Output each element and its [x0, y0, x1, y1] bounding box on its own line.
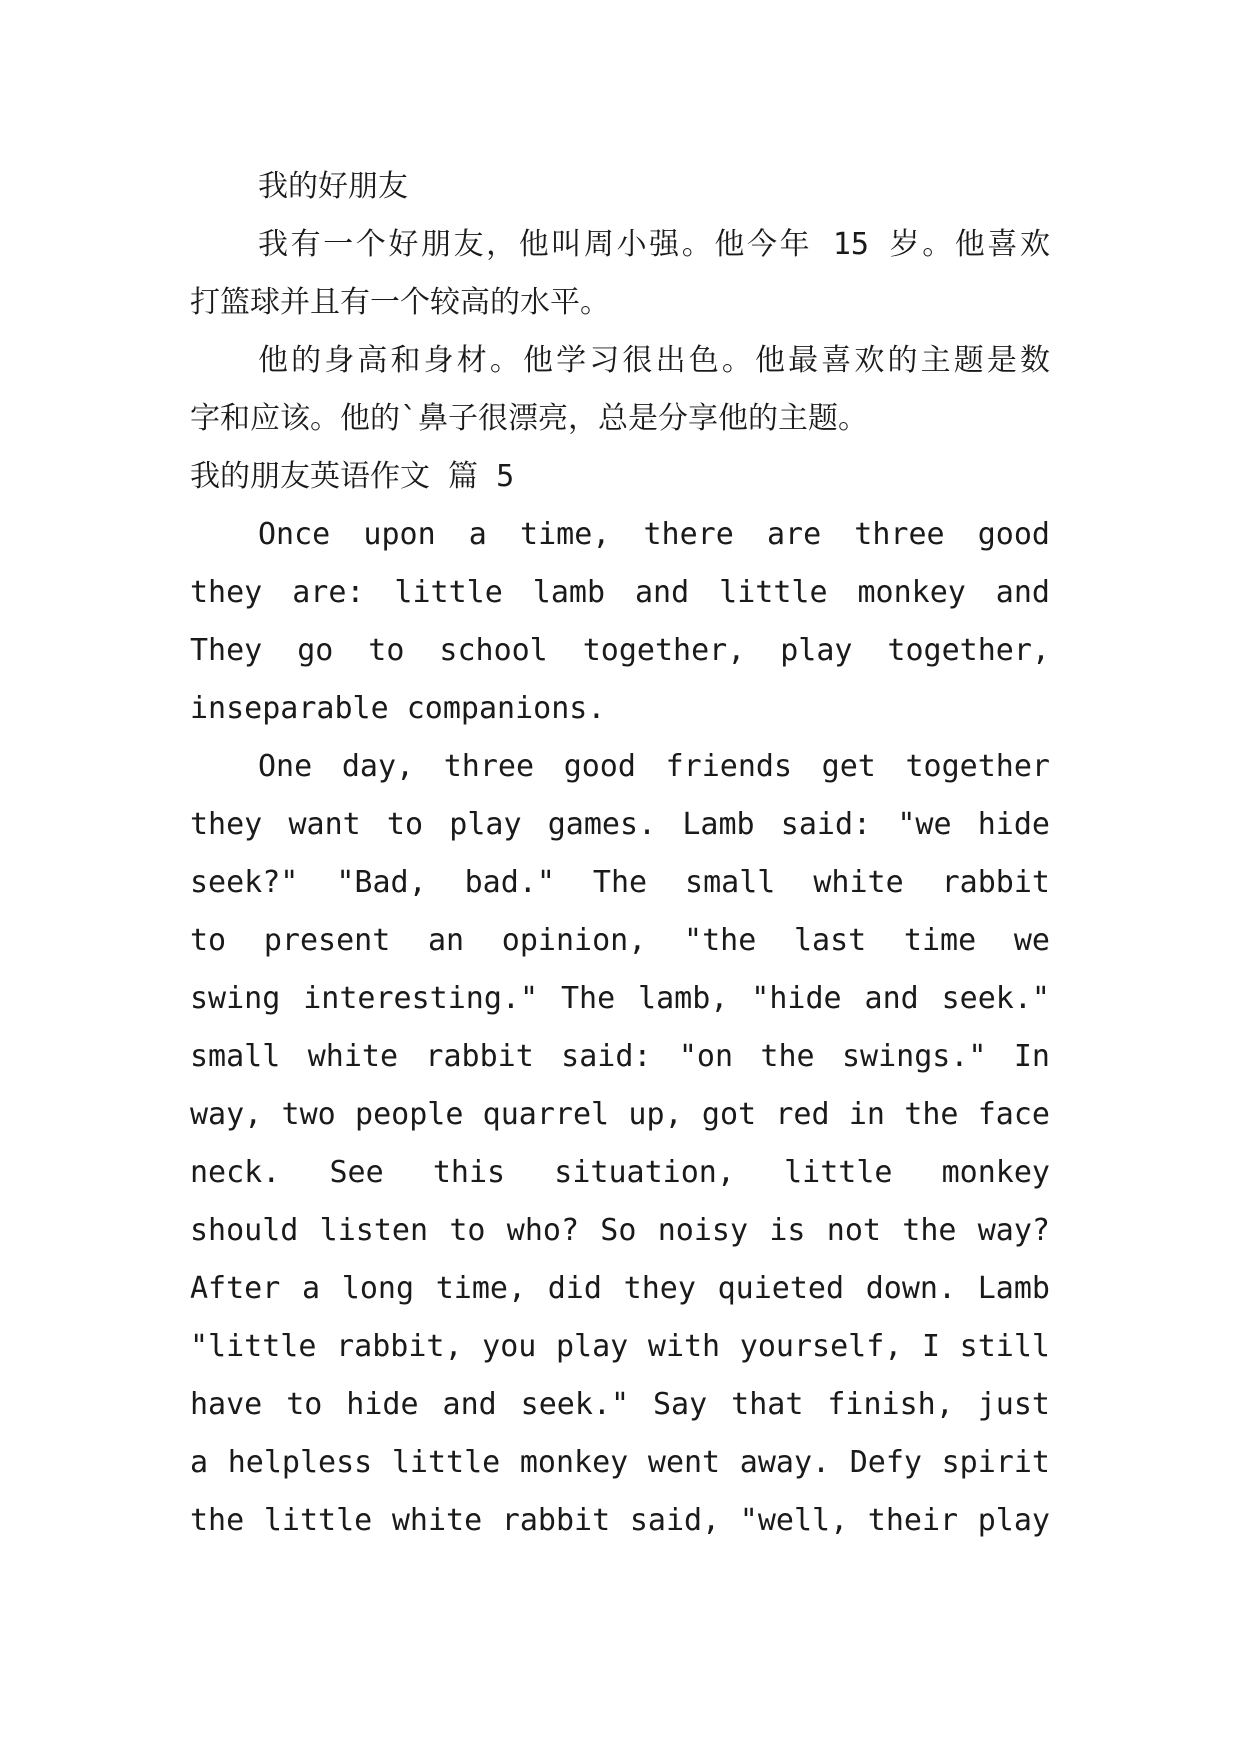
text-line: 打篮球并且有一个较高的水平。	[190, 285, 610, 320]
text-line: should listen to who? So noisy is not the way?	[190, 1213, 1050, 1248]
text-line: swing interesting." The lamb, "hide and seek."	[190, 981, 1050, 1016]
text-line: they are: little lamb and little monkey and	[190, 575, 1050, 610]
text-line: to present an opinion, "the last time we	[190, 923, 1050, 958]
text-line: One day, three good friends get together	[258, 749, 1050, 784]
text-line: have to hide and seek." Say that finish, just	[190, 1387, 1050, 1422]
text-line: neck. See this situation, little monkey	[190, 1155, 1050, 1190]
paragraph-heading-my-good-friend: 我的好朋友	[258, 169, 408, 204]
document-body	[190, 158, 1050, 1550]
text-line: they want to play games. Lamb said: "we hide	[190, 807, 1050, 842]
section-title: 我的朋友英语作文 篇 5	[190, 459, 515, 494]
text-line: They go to school together, play together,	[190, 633, 1050, 668]
text-line: small white rabbit said: "on the swings." In	[190, 1039, 1050, 1074]
text-line: After a long time, did they quieted down. Lamb	[190, 1271, 1050, 1306]
text-line: seek?" "Bad, bad." The small white rabbit	[190, 865, 1050, 900]
text-line: Once upon a time, there are three good	[258, 517, 1050, 552]
text-line: 他的身高和身材。他学习很出色。他最喜欢的主题是数	[258, 343, 1050, 378]
text-line: 我有一个好朋友，他叫周小强。他今年 15 岁。他喜欢	[258, 227, 1050, 262]
text-line: 字和应该。他的`鼻子很漂亮，总是分享他的主题。	[190, 401, 869, 436]
text-line: "little rabbit, you play with yourself, I still	[190, 1329, 1050, 1364]
text-line: the little white rabbit said, "well, their play	[190, 1503, 1050, 1538]
text-line: a helpless little monkey went away. Defy spirit	[190, 1445, 1050, 1480]
text-line: inseparable companions.	[190, 691, 606, 726]
text-line: way, two people quarrel up, got red in the face	[190, 1097, 1050, 1132]
